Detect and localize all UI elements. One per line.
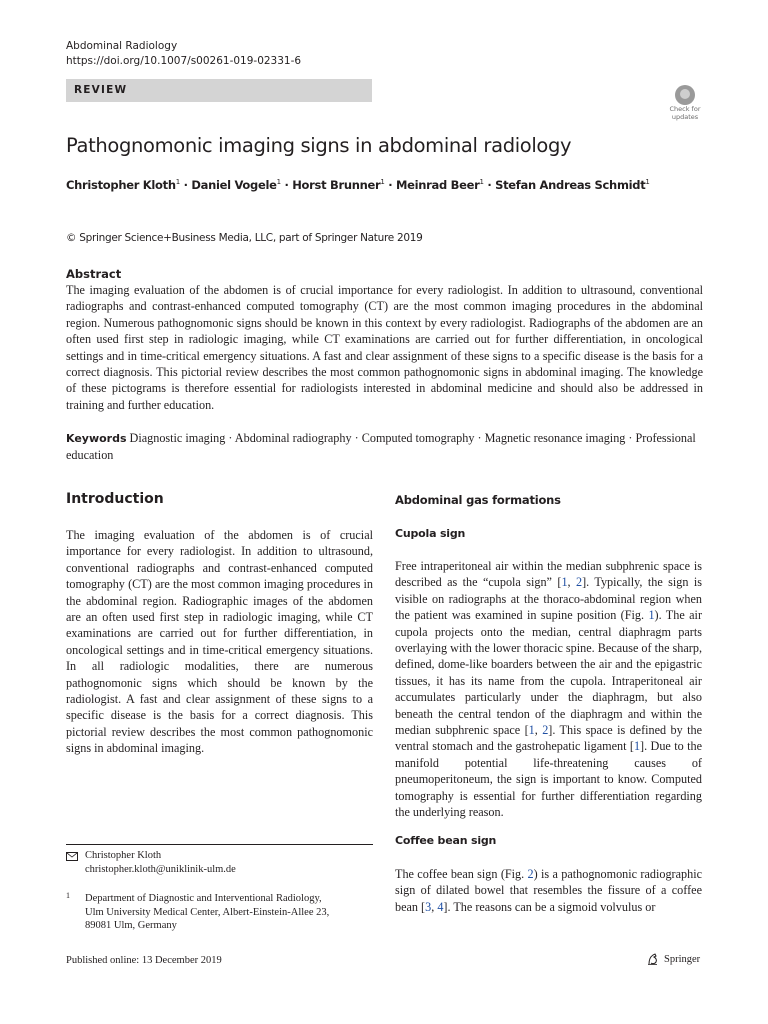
body-text: , bbox=[431, 899, 438, 914]
affiliation-mark: 1 bbox=[276, 178, 281, 187]
keywords-label: Keywords bbox=[66, 432, 127, 445]
check-updates-icon bbox=[675, 85, 695, 105]
check-updates-text bbox=[664, 106, 706, 121]
author-name[interactable]: Stefan Andreas Schmidt bbox=[495, 178, 646, 192]
section-heading-gas: Abdominal gas formations bbox=[395, 493, 561, 507]
affiliation-line: 89081 Ulm, Germany bbox=[85, 920, 177, 931]
introduction-heading: Introduction bbox=[66, 491, 164, 507]
body-text: ]. Due to the manifold potential life-threatening causes of pneumoperitoneum, the sign is important to know. Computed tomography is essential for further differentiation regarding the underlying reason. bbox=[395, 739, 702, 820]
affiliation-mark: 1 bbox=[479, 178, 484, 187]
coffee-body bbox=[395, 866, 702, 915]
article-title: Pathognomonic imaging signs in abdominal radiology bbox=[66, 134, 572, 157]
citation-link[interactable]: 1 bbox=[561, 575, 568, 590]
abstract-heading: Abstract bbox=[66, 267, 122, 281]
publisher-name: Springer bbox=[664, 954, 701, 965]
author-separator: · bbox=[179, 178, 192, 192]
author-separator: · bbox=[384, 178, 396, 192]
affiliation-line: Department of Diagnostic and Interventional Radiology, bbox=[85, 893, 322, 904]
body-text: The coffee bean sign (Fig. bbox=[395, 867, 528, 881]
affiliation-number: 1 bbox=[66, 891, 70, 900]
published-date: Published online: 13 December 2019 bbox=[66, 955, 222, 966]
body-text: ]. The reasons can be a sigmoid volvulus or bbox=[443, 899, 656, 914]
author-separator: · bbox=[483, 178, 496, 192]
section-label: REVIEW bbox=[74, 84, 128, 96]
footnote-divider bbox=[66, 844, 373, 845]
citation-link[interactable]: 1 bbox=[648, 608, 655, 623]
subsection-heading-coffee: Coffee bean sign bbox=[395, 834, 497, 847]
corresponding-author-name: Christopher Kloth bbox=[85, 850, 162, 861]
author-name[interactable]: Daniel Vogele bbox=[191, 178, 277, 192]
cupola-body bbox=[395, 558, 702, 821]
author-list bbox=[66, 178, 650, 192]
affiliation-line: Ulm University Medical Center, Albert-Einstein-Allee 23, bbox=[85, 906, 330, 918]
badge-line-1: Check for bbox=[669, 105, 701, 113]
copyright-notice: © Springer Science+Business Media, LLC, part of Springer Nature 2019 bbox=[66, 232, 423, 244]
keywords bbox=[66, 430, 703, 464]
body-text: , bbox=[534, 723, 543, 738]
citation-link[interactable]: 2 bbox=[575, 575, 583, 590]
citation-link[interactable]: 4 bbox=[437, 899, 444, 914]
author-separator: · bbox=[280, 178, 293, 192]
citation-link[interactable]: 2 bbox=[527, 867, 534, 881]
affiliation-mark: 1 bbox=[175, 178, 180, 187]
envelope-icon bbox=[66, 852, 78, 861]
journal-name: Abdominal Radiology bbox=[66, 40, 178, 52]
citation-link[interactable]: 1 bbox=[633, 739, 641, 754]
body-text: , bbox=[567, 575, 576, 590]
corresponding-author-email[interactable]: christopher.kloth@uniklinik-ulm.de bbox=[85, 864, 236, 875]
body-text: ) is a pathognomonic radiographic sign of dilated bowel that resembles the fissure of a coffee bean [ bbox=[395, 867, 702, 914]
body-text: ]. This space is defined by the ventral stomach and the gastrohepatic ligament [ bbox=[395, 723, 702, 754]
body-text: ]. Typically, the sign is visible on radiographs at the thoraco-abdominal region when the patient was examined in supine position (Fig. bbox=[395, 575, 703, 623]
doi-link[interactable]: https://doi.org/10.1007/s00261-019-02331-6 bbox=[66, 55, 302, 67]
subsection-heading-cupola: Cupola sign bbox=[395, 527, 466, 540]
citation-link[interactable]: 2 bbox=[542, 723, 549, 738]
affiliation-mark: 1 bbox=[645, 178, 650, 187]
citation-link[interactable]: 1 bbox=[528, 723, 535, 738]
author-name[interactable]: Christopher Kloth bbox=[66, 178, 176, 192]
springer-horse-icon bbox=[646, 952, 660, 966]
introduction-body: The imaging evaluation of the abdomen is of crucial importance for every radiologist. In addition to ultrasound, conventional radiographs and contrast-enhanced computed tomography (CT) are the most common imaging procedures in the abdominal region. Radiographic images of the abdomen are an often used first step in radiologic imaging, while CT examinations are carried out for further differentiation, in oncological settings and in time-critical emergency situations. In all radiologic modalities, there are numerous pathognomonic signs which should be known by the radiologist. A fast and clear assignment of these signs to a specific disease is the basis for a correct diagnosis. This pictorial review describes the most common pathognomonic signs in abdominal imaging. bbox=[66, 528, 373, 756]
abstract-body: The imaging evaluation of the abdomen is of crucial importance for every radiologist. In addition to ultrasound, conventional radiographs and contrast-enhanced computed tomography (CT) are the most common imaging procedures in the abdominal region. Numerous pathognomonic signs should be known in this context by every radiologist. Radiographs of the abdomen are an often used first step in radiologic imaging, while CT examinations are carried out for further differentiation, in oncological settings and in time-critical emergency situations. A fast and clear assignment of these signs to a specific disease is the basis for a correct diagnosis. This pictorial review describes the most common pathognomonic signs in abdominal imaging. The knowledge of these pictograms is therefore essential for radiologists interested in abdominal medicine and should also be addressed in training and further education. bbox=[66, 283, 703, 412]
author-name[interactable]: Horst Brunner bbox=[292, 178, 381, 192]
affiliation-text bbox=[85, 892, 365, 933]
body-text: Free intraperitoneal air within the median subphrenic space is described as the “cupola sign” [ bbox=[395, 559, 702, 590]
affiliation-mark: 1 bbox=[380, 178, 385, 187]
keywords-list: Diagnostic imaging · Abdominal radiography · Computed tomography · Magnetic resonance imaging · Professional education bbox=[66, 431, 696, 463]
badge-line-2: updates bbox=[671, 112, 699, 121]
body-text: ). The air cupola projects onto the median, central diaphragm parts overlaying with the lower thoracic spine. Because of the sharp, defined, dome-like boarders between the air and the epigastric tissues, it has its name from the cupola. Intraperitoneal air accumulates particularly under the diaphragm, but also beneath the central tendon of the diaphragm and within the median subphrenic space [ bbox=[395, 608, 702, 738]
citation-link[interactable]: 3 bbox=[425, 899, 432, 914]
check-for-updates-badge[interactable] bbox=[664, 85, 704, 123]
author-name[interactable]: Meinrad Beer bbox=[396, 178, 480, 192]
